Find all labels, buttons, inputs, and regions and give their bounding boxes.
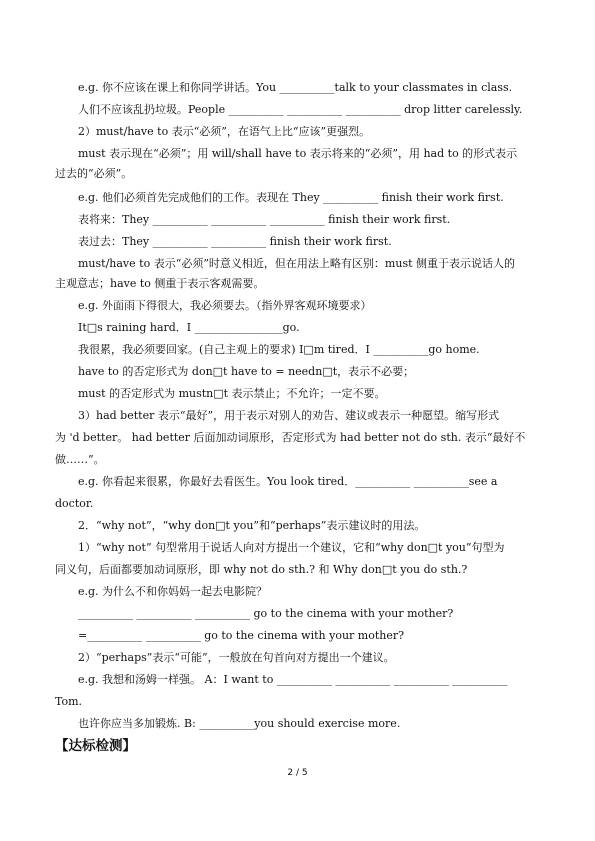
- text-line: Tom.: [55, 695, 83, 708]
- text-line: 2．“why not”，“why don□t you”和“perhaps”表示建议时的用法。: [78, 519, 426, 532]
- text-line: 为 'd better。 had better 后面加动词原形，否定形式为 had better not do sth. 表示“最好不: [55, 431, 526, 444]
- text-line: 表过去：They __________ __________ finish their work first.: [78, 235, 392, 248]
- text-line: 也许你应当多加锻炼. B: __________you should exercise more.: [78, 717, 401, 730]
- text-line: 同义句，后面都要加动词原形，即 why not do sth.? 和 Why don□t you do sth.?: [55, 563, 468, 576]
- text-line: 做……”。: [55, 453, 105, 466]
- text-line: 我很累，我必须要回家。(自己主观上的要求) I□m tired．I __________go home.: [78, 343, 480, 356]
- text-line: 过去的“必须”。: [55, 167, 133, 180]
- text-line: e.g. 我想和汤姆一样强。 A：I want to __________ __________ __________ __________: [78, 673, 508, 686]
- text-line: 3）had better 表示“最好”，用于表示对别人的劝告、建议或表示一种愿望。缩写形式: [78, 409, 500, 422]
- text-line: must/have to 表示“必须”时意义相近，但在用法上略有区别：must 侧重于表示说话人的: [78, 257, 516, 270]
- text-line: =__________ __________ go to the cinema with your mother?: [78, 629, 405, 642]
- text-line: have to 的否定形式为 don□t have to = needn□t，表示不必要；: [78, 365, 415, 378]
- text-line: e.g. 他们必须首先完成他们的工作。表现在 They __________ finish their work first.: [78, 191, 504, 204]
- text-line: 人们不应该乱扔垃圾。People __________ __________ __________ drop litter carelessly.: [78, 103, 523, 116]
- text-line: 表将来：They __________ __________ __________ finish their work first.: [78, 213, 451, 226]
- text-line: 主观意志；have to 侧重于表示客观需要。: [55, 277, 265, 290]
- page-number: 2 / 5: [287, 768, 308, 778]
- text-line: e.g. 你不应该在课上和你同学讲话。You __________talk to your classmates in class.: [78, 81, 513, 94]
- text-line: must 的否定形式为 mustn□t 表示禁止；不允许；一定不要。: [78, 387, 386, 400]
- text-line: It□s raining hard．I ________________go.: [78, 321, 300, 334]
- text-line: e.g. 外面雨下得很大，我必须要去。（指外界客观环境要求）: [78, 299, 372, 312]
- text-line: e.g. 你看起来很累，你最好去看医生。You look tired．__________ __________see a: [78, 475, 498, 488]
- text-line: doctor.: [55, 497, 94, 510]
- text-line: e.g. 为什么不和你妈妈一起去电影院？: [78, 585, 268, 598]
- text-line: must 表示现在“必须”；用 will/shall have to 表示将来的“必须”，用 had to 的形式表示: [78, 147, 518, 160]
- text-line: 2）must/have to 表示“必须”，在语气上比“应该”更强烈。: [78, 125, 371, 138]
- text-line: 2）“perhaps”表示“可能”，一般放在句首向对方提出一个建议。: [78, 651, 395, 664]
- text-line: __________ __________ __________ go to the cinema with your mother?: [78, 607, 454, 620]
- text-line: 1）“why not” 句型常用于说话人向对方提出一个建议，它和“why don□t you”句型为: [78, 541, 505, 554]
- section-heading: 【达标检测】: [55, 738, 136, 754]
